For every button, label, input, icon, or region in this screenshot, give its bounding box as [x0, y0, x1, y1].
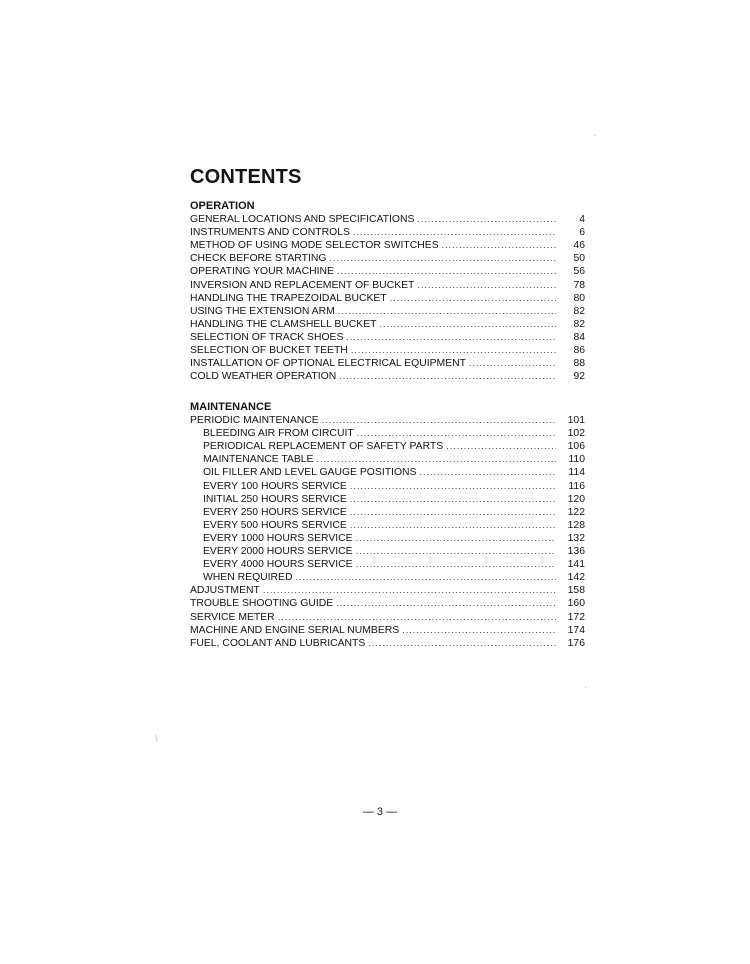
toc-entry-label: HANDLING THE TRAPEZOIDAL BUCKET	[190, 292, 387, 304]
toc-entry-label: MACHINE AND ENGINE SERIAL NUMBERS	[190, 624, 400, 636]
page-title: CONTENTS	[190, 166, 302, 188]
toc-subentry	[190, 440, 585, 453]
toc-entry	[190, 637, 585, 650]
toc-entry-label: COLD WEATHER OPERATION	[190, 371, 337, 383]
toc-entry-label: WHEN REQUIRED	[203, 572, 293, 584]
toc-entry	[190, 305, 585, 318]
toc-entry-page: 116	[568, 480, 585, 492]
toc-entry	[190, 584, 585, 597]
toc-entry-page: 102	[567, 428, 585, 440]
toc-entry-page: 4	[579, 214, 585, 226]
toc-entry-label: FUEL, COOLANT AND LUBRICANTS	[190, 637, 366, 649]
toc-entry-page: 88	[573, 358, 585, 370]
toc-entry-page: 120	[567, 493, 585, 505]
toc-entry	[190, 344, 585, 357]
toc-entry-page: 82	[573, 305, 585, 317]
maintenance-heading: MAINTENANCE	[190, 401, 272, 413]
toc-entry-page: 172	[567, 611, 585, 623]
toc-entry	[190, 624, 585, 637]
toc-entry-page: 122	[567, 506, 585, 518]
toc-entry-page: 78	[573, 279, 585, 291]
toc-entry-page: 106	[567, 441, 585, 453]
toc-entry-label: HANDLING THE CLAMSHELL BUCKET	[190, 318, 377, 330]
operation-heading: OPERATION	[190, 200, 255, 212]
maintenance-section	[190, 400, 585, 650]
toc-entry	[190, 292, 585, 305]
toc-entry-label: SERVICE METER	[190, 611, 275, 623]
toc-entry-label: EVERY 100 HOURS SERVICE	[203, 480, 347, 492]
toc-entry-label: EVERY 4000 HOURS SERVICE	[203, 559, 353, 571]
toc-entry-page: 176	[567, 637, 585, 649]
toc-entry-page: 84	[573, 331, 585, 343]
toc-entry-label: MAINTENANCE TABLE	[203, 454, 314, 466]
toc-entry	[190, 597, 585, 610]
toc-subentry	[190, 571, 585, 584]
toc-entry-label: OPERATING YOUR MACHINE	[190, 266, 334, 278]
toc-entry-page: 46	[573, 240, 585, 252]
toc-entry	[190, 370, 585, 383]
toc-entry-label: SELECTION OF BUCKET TEETH	[190, 345, 348, 357]
toc-entry	[190, 610, 585, 623]
toc-subentry	[190, 558, 585, 571]
toc-entry-label: SELECTION OF TRACK SHOES	[190, 331, 344, 343]
toc-entry-label: PERIODICAL REPLACEMENT OF SAFETY PARTS	[203, 441, 444, 453]
scan-speck: \	[155, 734, 158, 745]
toc-entry	[190, 357, 585, 370]
toc-entry-page: 136	[567, 546, 585, 558]
toc-subentry	[190, 545, 585, 558]
scan-speck: ·	[584, 682, 588, 693]
toc-entry-label: EVERY 250 HOURS SERVICE	[203, 506, 347, 518]
toc-entry-label: EVERY 2000 HOURS SERVICE	[203, 546, 353, 558]
toc-entry-label: INSTRUMENTS AND CONTROLS	[190, 227, 350, 239]
toc-entry-label: USING THE EXTENSION ARM	[190, 305, 335, 317]
toc-subentry	[190, 506, 585, 519]
toc-entry-page: 174	[567, 624, 585, 636]
toc-subentry	[190, 427, 585, 440]
toc-entry-page: 142	[567, 572, 585, 584]
toc-entry	[190, 331, 585, 344]
toc-entry-page: 56	[573, 266, 585, 278]
toc-entry	[190, 265, 585, 278]
toc-entry-label: OIL FILLER AND LEVEL GAUGE POSITIONS	[203, 467, 417, 479]
toc-subentry	[190, 532, 585, 545]
toc-entry-page: 86	[573, 345, 585, 357]
scan-speck: ·	[593, 130, 597, 141]
operation-section	[190, 199, 585, 383]
toc-entry-label: INITIAL 250 HOURS SERVICE	[203, 493, 347, 505]
toc-entry	[190, 213, 585, 226]
toc-entry-page: 80	[573, 292, 585, 304]
toc-entry-page: 160	[567, 598, 585, 610]
toc-entry	[190, 226, 585, 239]
toc-entry	[190, 278, 585, 291]
toc-entry-label: PERIODIC MAINTENANCE	[190, 415, 319, 427]
toc-entry-page: 92	[573, 371, 585, 383]
toc-entry-page: 141	[567, 559, 585, 571]
toc-entry-label: CHECK BEFORE STARTING	[190, 253, 327, 265]
toc-entry-label: EVERY 1000 HOURS SERVICE	[203, 532, 353, 544]
page-number: — 3 —	[362, 806, 398, 818]
operation-entries	[190, 213, 585, 383]
toc-entry-label: GENERAL LOCATIONS AND SPECIFICATIONS	[190, 214, 415, 226]
toc-subentry	[190, 479, 585, 492]
toc-entry-page: 82	[573, 318, 585, 330]
toc-subentry	[190, 493, 585, 506]
toc-entry	[190, 414, 585, 427]
toc-entry-page: 114	[568, 467, 585, 479]
toc-subentry	[190, 519, 585, 532]
toc-entry-label: METHOD OF USING MODE SELECTOR SWITCHES	[190, 240, 439, 252]
toc-entry-label: INVERSION AND REPLACEMENT OF BUCKET	[190, 279, 415, 291]
toc-subentry	[190, 466, 585, 479]
toc-entry-label: INSTALLATION OF OPTIONAL ELECTRICAL EQUIPMENT	[190, 358, 466, 370]
toc-entry	[190, 252, 585, 265]
toc-entry-page: 132	[567, 532, 585, 544]
toc-entry-page: 158	[567, 585, 585, 597]
toc-entry-label: EVERY 500 HOURS SERVICE	[203, 519, 347, 531]
toc-entry-label: ADJUSTMENT	[190, 585, 260, 597]
maintenance-entries	[190, 414, 585, 650]
toc-entry-label: BLEEDING AIR FROM CIRCUIT	[203, 428, 354, 440]
toc-entry-page: 128	[567, 519, 585, 531]
toc-entry	[190, 239, 585, 252]
toc-subentry	[190, 453, 585, 466]
toc-entry-page: 110	[568, 454, 585, 466]
toc-entry-page: 101	[567, 415, 585, 427]
toc-entry-page: 6	[579, 227, 585, 239]
toc-entry	[190, 318, 585, 331]
toc-entry-label: TROUBLE SHOOTING GUIDE	[190, 598, 334, 610]
toc-entry-page: 50	[573, 253, 585, 265]
